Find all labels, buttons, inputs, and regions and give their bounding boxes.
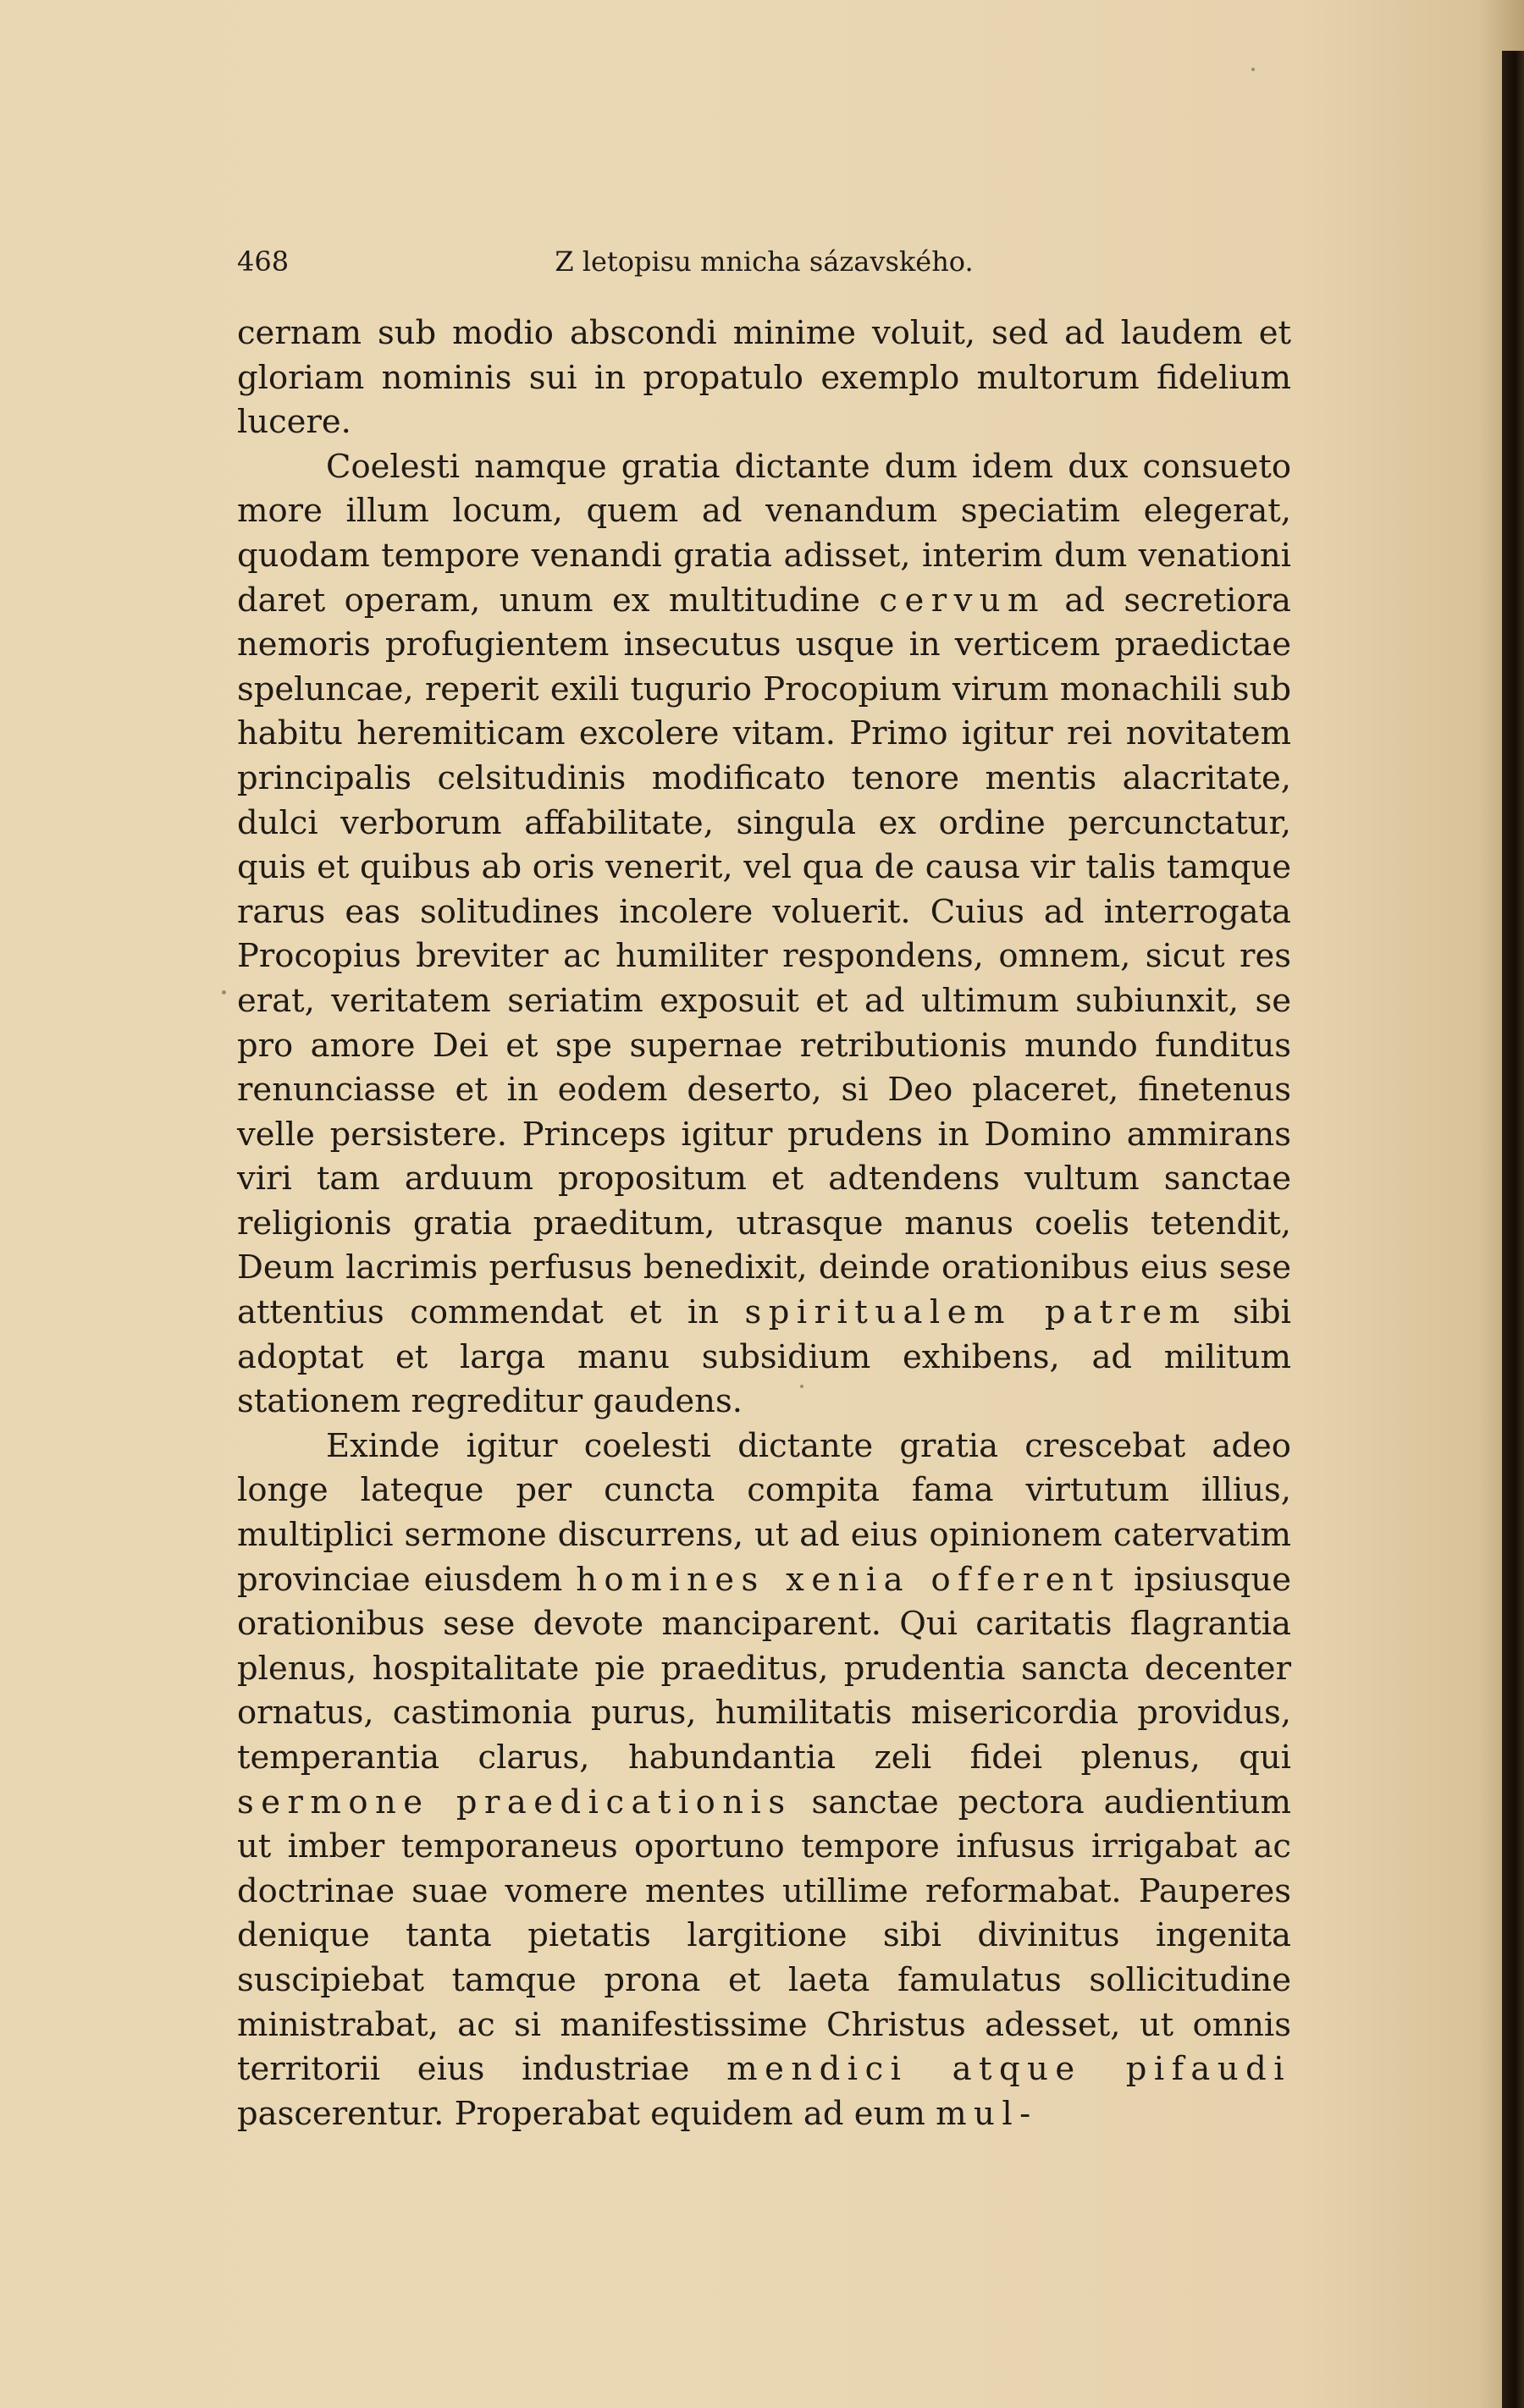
paragraph-3-spaced-homines: homines xenia offerent xyxy=(576,1560,1121,1599)
paragraph-2-spaced-patrem: spiritualem patrem xyxy=(744,1293,1207,1332)
paragraph-3-text-c: ipsiusque orationibus sese devote manciparent. Qui caritatis flagrantia plenus, hospitalitate pie praeditus, prudentia sancta decenter ornatus, castimonia purus, humilitatis misericordia providus, temperantia clarus, habundantia zeli fidei plenus, qui xyxy=(237,1560,1291,1777)
paragraph-2-text-c: ad secretiora nemoris profugientem insecutus usque in verticem praedictae speluncae, reperit exili tugurio Procopium virum monachili sub habitu heremiticam excolere vitam. Primo igitur rei novitatem principalis celsitudinis modificato tenore mentis alacritate, dulci verborum affabilitate, singula ex ordine percunctatur, quis et quibus ab oris venerit, vel qua de causa vir talis tamque rarus eas solitudines incolere voluerit. Cuius ad interrogata Procopius breviter ac humiliter respondens, omnem, sicut res erat, veritatem seriatim exposuit et ad ultimum subiunxit, se pro amore Dei et spe supernae retributionis mundo funditus renunciasse et in eodem deserto, si Deo placeret, finetenus velle persistere. Princeps igitur prudens in Domino ammirans viri tam arduum propositum et adtendens vultum sanctae religionis gratia praeditum, utrasque manus coelis tetendit, Deum lacrimis perfusus benedixit, deinde orationibus eius sese attentius commendat et in xyxy=(237,581,1291,1332)
running-title: Z letopisu mnicha sázavského. xyxy=(555,245,974,278)
paragraph-2-spaced-cervum: cervum xyxy=(879,581,1046,620)
paragraph-3-spaced-sermone: sermone praedicationis xyxy=(237,1783,792,1821)
paragraph-3 xyxy=(237,1424,1291,2137)
book-spine xyxy=(1502,51,1524,2408)
paragraph-1 xyxy=(237,311,1291,445)
paragraph-2-text-a: Coelesti namque gratia dictante dum idem dux consueto more illum locum, quem ad venandum speciatim elegerat, quodam tempore venandi gratia adisset, interim dum venationi daret operam, unum ex multitudine xyxy=(237,447,1291,620)
paragraph-3-text-e: sanctae pectora audientium ut imber temporaneus oportuno tempore infusus irrigabat ac doctrinae suae vomere mentes utillime reformabat. Pauperes denique tanta pietatis largitione sibi divinitus ingenita suscipiebat tamque prona et laeta famulatus sollicitudine ministrabat, ac si manifestissime Christus adesset, ut omnis territorii eius industriae xyxy=(237,1783,1291,2089)
page-number: 468 xyxy=(237,245,290,278)
page-header xyxy=(237,245,1291,279)
paragraph-3-text-g: pascerentur. Properabat equidem ad eum xyxy=(237,2094,925,2133)
paragraph-3-spaced-mendici: mendici atque pifaudi xyxy=(726,2050,1291,2089)
paragraph-1-text: cernam sub modio abscondi minime voluit, sed ad laudem et gloriam nominis sui in propatulo exemplo multorum fidelium lucere. xyxy=(237,314,1291,442)
body-text xyxy=(237,311,1291,2136)
paragraph-3-spaced-mul: mul- xyxy=(936,2094,1038,2133)
paragraph-3-text-a: Exinde igitur coelesti dictante gratia crescebat adeo longe lateque per cuncta compita fama virtutum illius, multiplici sermone discurrens, ut ad eius opinionem catervatim provinciae eiusdem xyxy=(237,1426,1291,1599)
paper-speck xyxy=(222,990,226,995)
paper-speck xyxy=(1251,68,1255,71)
paper-speck xyxy=(800,1385,803,1388)
paragraph-2 xyxy=(237,445,1291,1424)
paragraph-2-text-e: sibi adoptat et larga manu subsidium exhibens, ad militum stationem regreditur gaudens. xyxy=(237,1293,1291,1421)
